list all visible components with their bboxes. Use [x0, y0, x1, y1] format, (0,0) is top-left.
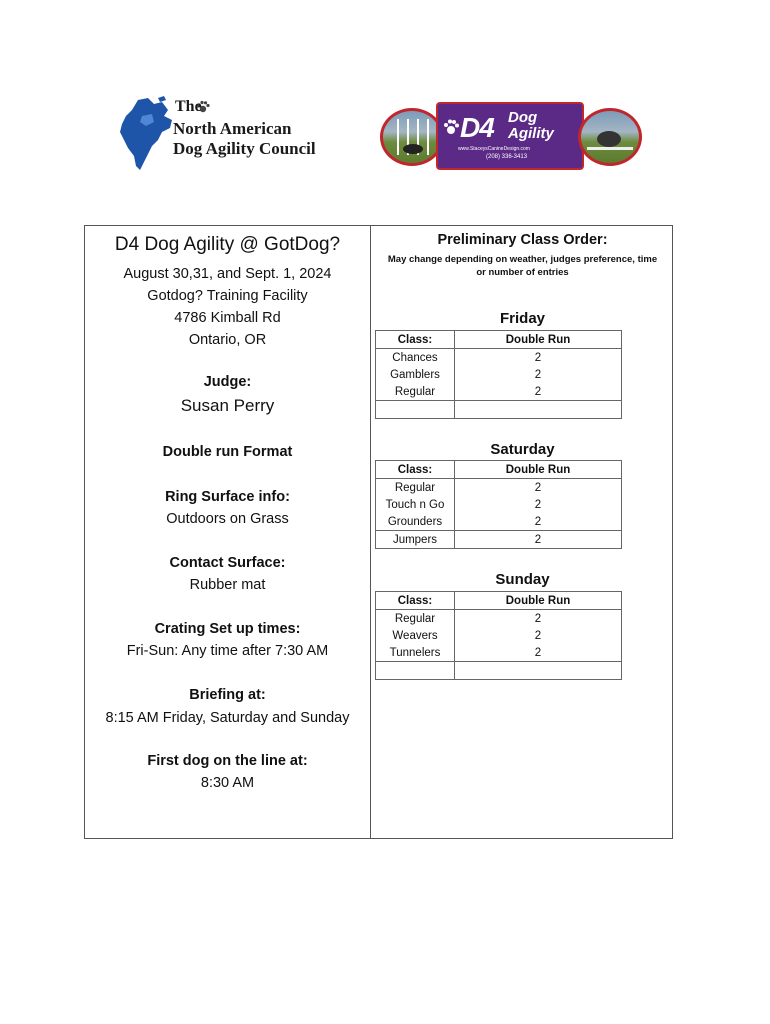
table-row — [376, 401, 622, 419]
class-cell: Weavers — [376, 627, 455, 644]
class-table-sunday — [375, 591, 622, 680]
class-cell: Grounders — [376, 513, 455, 531]
class-cell: Regular — [376, 610, 455, 628]
judge-name: Susan Perry — [180, 396, 275, 415]
event-address: 4786 Kimball Rd — [174, 310, 281, 326]
table-row — [376, 644, 622, 662]
event-dates: August 30,31, and Sept. 1, 2024 — [123, 266, 332, 282]
run-count-cell — [455, 401, 622, 419]
table-row — [376, 627, 622, 644]
table-row — [376, 496, 622, 513]
first-dog-label: First dog on the line at: — [147, 753, 308, 769]
table-row — [376, 349, 622, 367]
d4-logo — [380, 100, 642, 172]
event-city: Ontario, OR — [188, 332, 267, 348]
nadac-logo — [118, 96, 338, 176]
class-header-cell: Class: — [376, 461, 455, 479]
table-row — [376, 531, 622, 549]
run-count-cell: 2 — [455, 531, 622, 549]
d4-badge — [436, 102, 584, 170]
class-cell: Touch n Go — [376, 496, 455, 513]
run-header-cell: Double Run — [455, 331, 622, 349]
table-row — [376, 479, 622, 497]
day-title-saturday: Saturday — [490, 441, 555, 458]
nadac-name-line1: North American — [173, 119, 292, 138]
day-title-friday: Friday — [499, 310, 545, 327]
class-cell: Gamblers — [376, 366, 455, 383]
class-cell: Regular — [376, 479, 455, 497]
class-cell: Regular — [376, 383, 455, 401]
briefing-label: Briefing at: — [189, 687, 266, 703]
table-row — [376, 366, 622, 383]
table-header-row — [376, 461, 622, 479]
table-row — [376, 662, 622, 680]
run-count-cell: 2 — [455, 349, 622, 367]
run-count-cell: 2 — [455, 383, 622, 401]
class-cell — [376, 662, 455, 680]
ring-surface-label: Ring Surface info: — [165, 489, 290, 505]
format-text: Double run Format — [162, 444, 293, 460]
run-count-cell: 2 — [455, 479, 622, 497]
contact-surface-label: Contact Surface: — [169, 555, 286, 571]
table-header-row — [376, 592, 622, 610]
class-cell — [376, 401, 455, 419]
event-facility: Gotdog? Training Facility — [147, 288, 308, 304]
dog-weaving-icon — [383, 111, 441, 163]
class-cell: Jumpers — [376, 531, 455, 549]
table-row — [376, 513, 622, 531]
run-count-cell: 2 — [455, 610, 622, 628]
dog-running-icon — [581, 111, 639, 163]
north-america-map-icon — [118, 96, 178, 176]
class-cell: Tunnelers — [376, 644, 455, 662]
first-dog-value: 8:30 AM — [200, 775, 255, 791]
class-header-cell: Class: — [376, 331, 455, 349]
schedule-title: Preliminary Class Order: — [437, 232, 608, 248]
class-cell: Chances — [376, 349, 455, 367]
schedule-note-line1: May change depending on weather, judges preference, time — [387, 254, 658, 265]
crating-label: Crating Set up times: — [154, 621, 301, 637]
crating-value: Fri-Sun: Any time after 7:30 AM — [126, 643, 329, 659]
run-count-cell: 2 — [455, 513, 622, 531]
d4-logo-phone: (208) 336-3413 — [486, 154, 528, 160]
table-row — [376, 383, 622, 401]
class-table-friday — [375, 330, 622, 419]
run-count-cell: 2 — [455, 496, 622, 513]
run-count-cell: 2 — [455, 627, 622, 644]
briefing-value: 8:15 AM Friday, Saturday and Sunday — [105, 710, 350, 726]
table-header-row — [376, 331, 622, 349]
ring-surface-value: Outdoors on Grass — [166, 511, 289, 527]
run-header-cell: Double Run — [455, 592, 622, 610]
run-count-cell: 2 — [455, 644, 622, 662]
agility-photo-left — [380, 108, 444, 166]
d4-logo-subtext-line2: Agility — [508, 125, 554, 142]
run-header-cell: Double Run — [455, 461, 622, 479]
paw-print-icon — [442, 118, 460, 136]
day-title-sunday: Sunday — [495, 571, 550, 588]
nadac-name-line2: Dog Agility Council — [173, 139, 316, 158]
table-row — [376, 610, 622, 628]
run-count-cell — [455, 662, 622, 680]
run-count-cell: 2 — [455, 366, 622, 383]
event-info-frame — [84, 225, 673, 839]
class-header-cell: Class: — [376, 592, 455, 610]
nadac-the-text: The — [175, 98, 202, 115]
schedule-note-line2: or number of entries — [476, 267, 569, 278]
contact-surface-value: Rubber mat — [189, 577, 266, 593]
schedule-note — [371, 253, 674, 279]
d4-logo-subtext — [508, 110, 554, 142]
event-title: D4 Dog Agility @ GotDog? — [114, 234, 341, 255]
d4-logo-subtext-line1: Dog — [508, 109, 538, 126]
judge-label: Judge: — [203, 374, 252, 390]
class-table-saturday — [375, 460, 622, 549]
d4-logo-url: www.StaceysCanineDesign.com — [458, 146, 530, 152]
agility-photo-right — [578, 108, 642, 166]
d4-logo-text: D4 — [460, 112, 494, 143]
